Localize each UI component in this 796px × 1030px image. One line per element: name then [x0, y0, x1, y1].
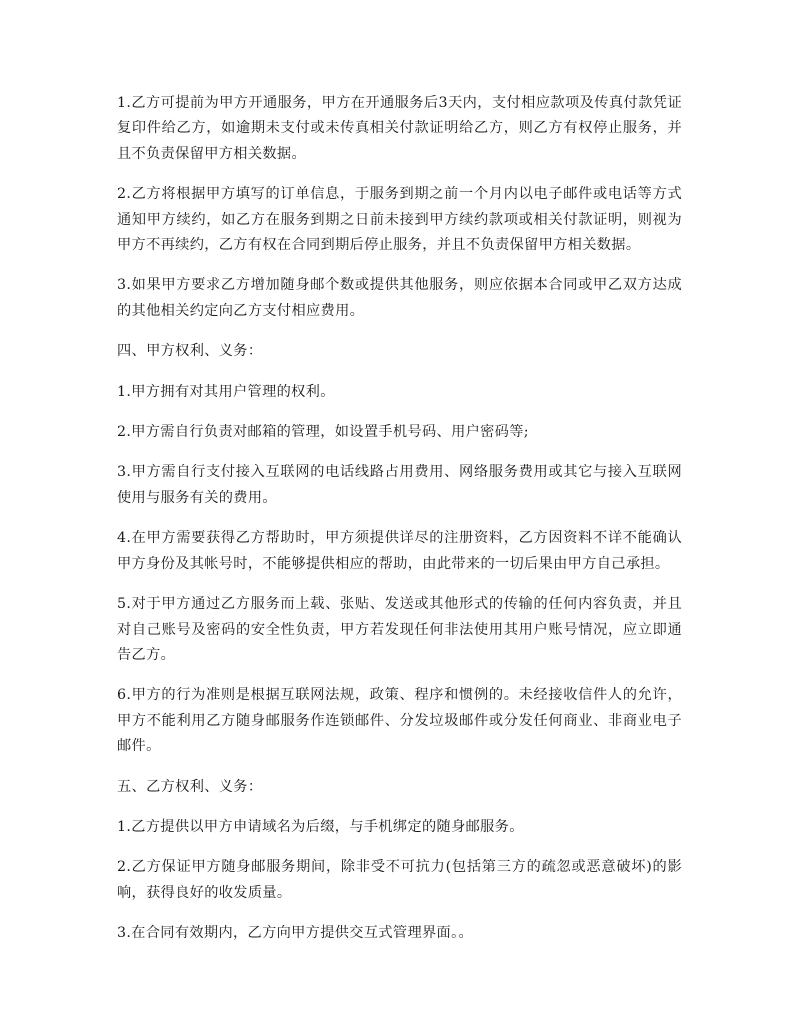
clause-paragraph: 2.甲方需自行负责对邮箱的管理，如设置手机号码、用户密码等;	[117, 424, 529, 441]
clause-paragraph: 1.甲方拥有对其用户管理的权利。	[117, 383, 335, 400]
clause-paragraph: 2.乙方将根据甲方填写的订单信息，于服务到期之前一个月内以电子邮件或电话等方式通知甲方续约，如乙方在服务到期之日前未接到甲方续约款项或相关付款证明，则视为甲方不再续约，乙方有权在合同到期后停止服务，并且不负责保留甲方相关数据。	[117, 186, 682, 254]
clause-paragraph: 4.在甲方需要获得乙方帮助时，甲方须提供详尽的注册资料，乙方因资料不详不能确认甲方身份及其帐号时，不能够提供相应的帮助，由此带来的一切后果由甲方自己承担。	[117, 530, 682, 572]
clause-paragraph: 3.甲方需自行支付接入互联网的电话线路占用费用、网络服务费用或其它与接入互联网使用与服务有关的费用。	[117, 464, 682, 506]
document-body	[117, 91, 682, 962]
section-heading: 五、乙方权利、义务：	[117, 778, 263, 795]
clause-paragraph: 3.在合同有效期内，乙方向甲方提供交互式管理界面。。	[117, 925, 474, 942]
clause-paragraph: 3.如果甲方要求乙方增加随身邮个数或提供其他服务，则应依据本合同或甲乙双方达成的其他相关约定向乙方支付相应费用。	[117, 277, 682, 319]
clause-paragraph: 2.乙方保证甲方随身邮服务期间，除非受不可抗力(包括第三方的疏忽或恶意破坏)的影响，获得良好的收发质量。	[117, 859, 682, 901]
section-heading: 四、甲方权利、义务：	[117, 343, 263, 360]
clause-paragraph: 5.对于甲方通过乙方服务而上载、张贴、发送或其他形式的传输的任何内容负责，并且对自己账号及密码的安全性负责，甲方若发现任何非法使用其用户账号情况，应立即通告乙方。	[117, 596, 682, 663]
clause-paragraph: 1.乙方提供以甲方申请域名为后缀，与手机绑定的随身邮服务。	[117, 818, 524, 835]
clause-paragraph: 1.乙方可提前为甲方开通服务，甲方在开通服务后3天内，支付相应款项及传真付款凭证复印件给乙方，如逾期未支付或未传真相关付款证明给乙方，则乙方有权停止服务，并且不负责保留甲方相关数据。	[117, 95, 682, 162]
clause-paragraph: 6.甲方的行为准则是根据互联网法规，政策、程序和惯例的。未经接收信件人的允许，甲方不能利用乙方随身邮服务作连锁邮件、分发垃圾邮件或分发任何商业、非商业电子邮件。	[117, 687, 682, 755]
